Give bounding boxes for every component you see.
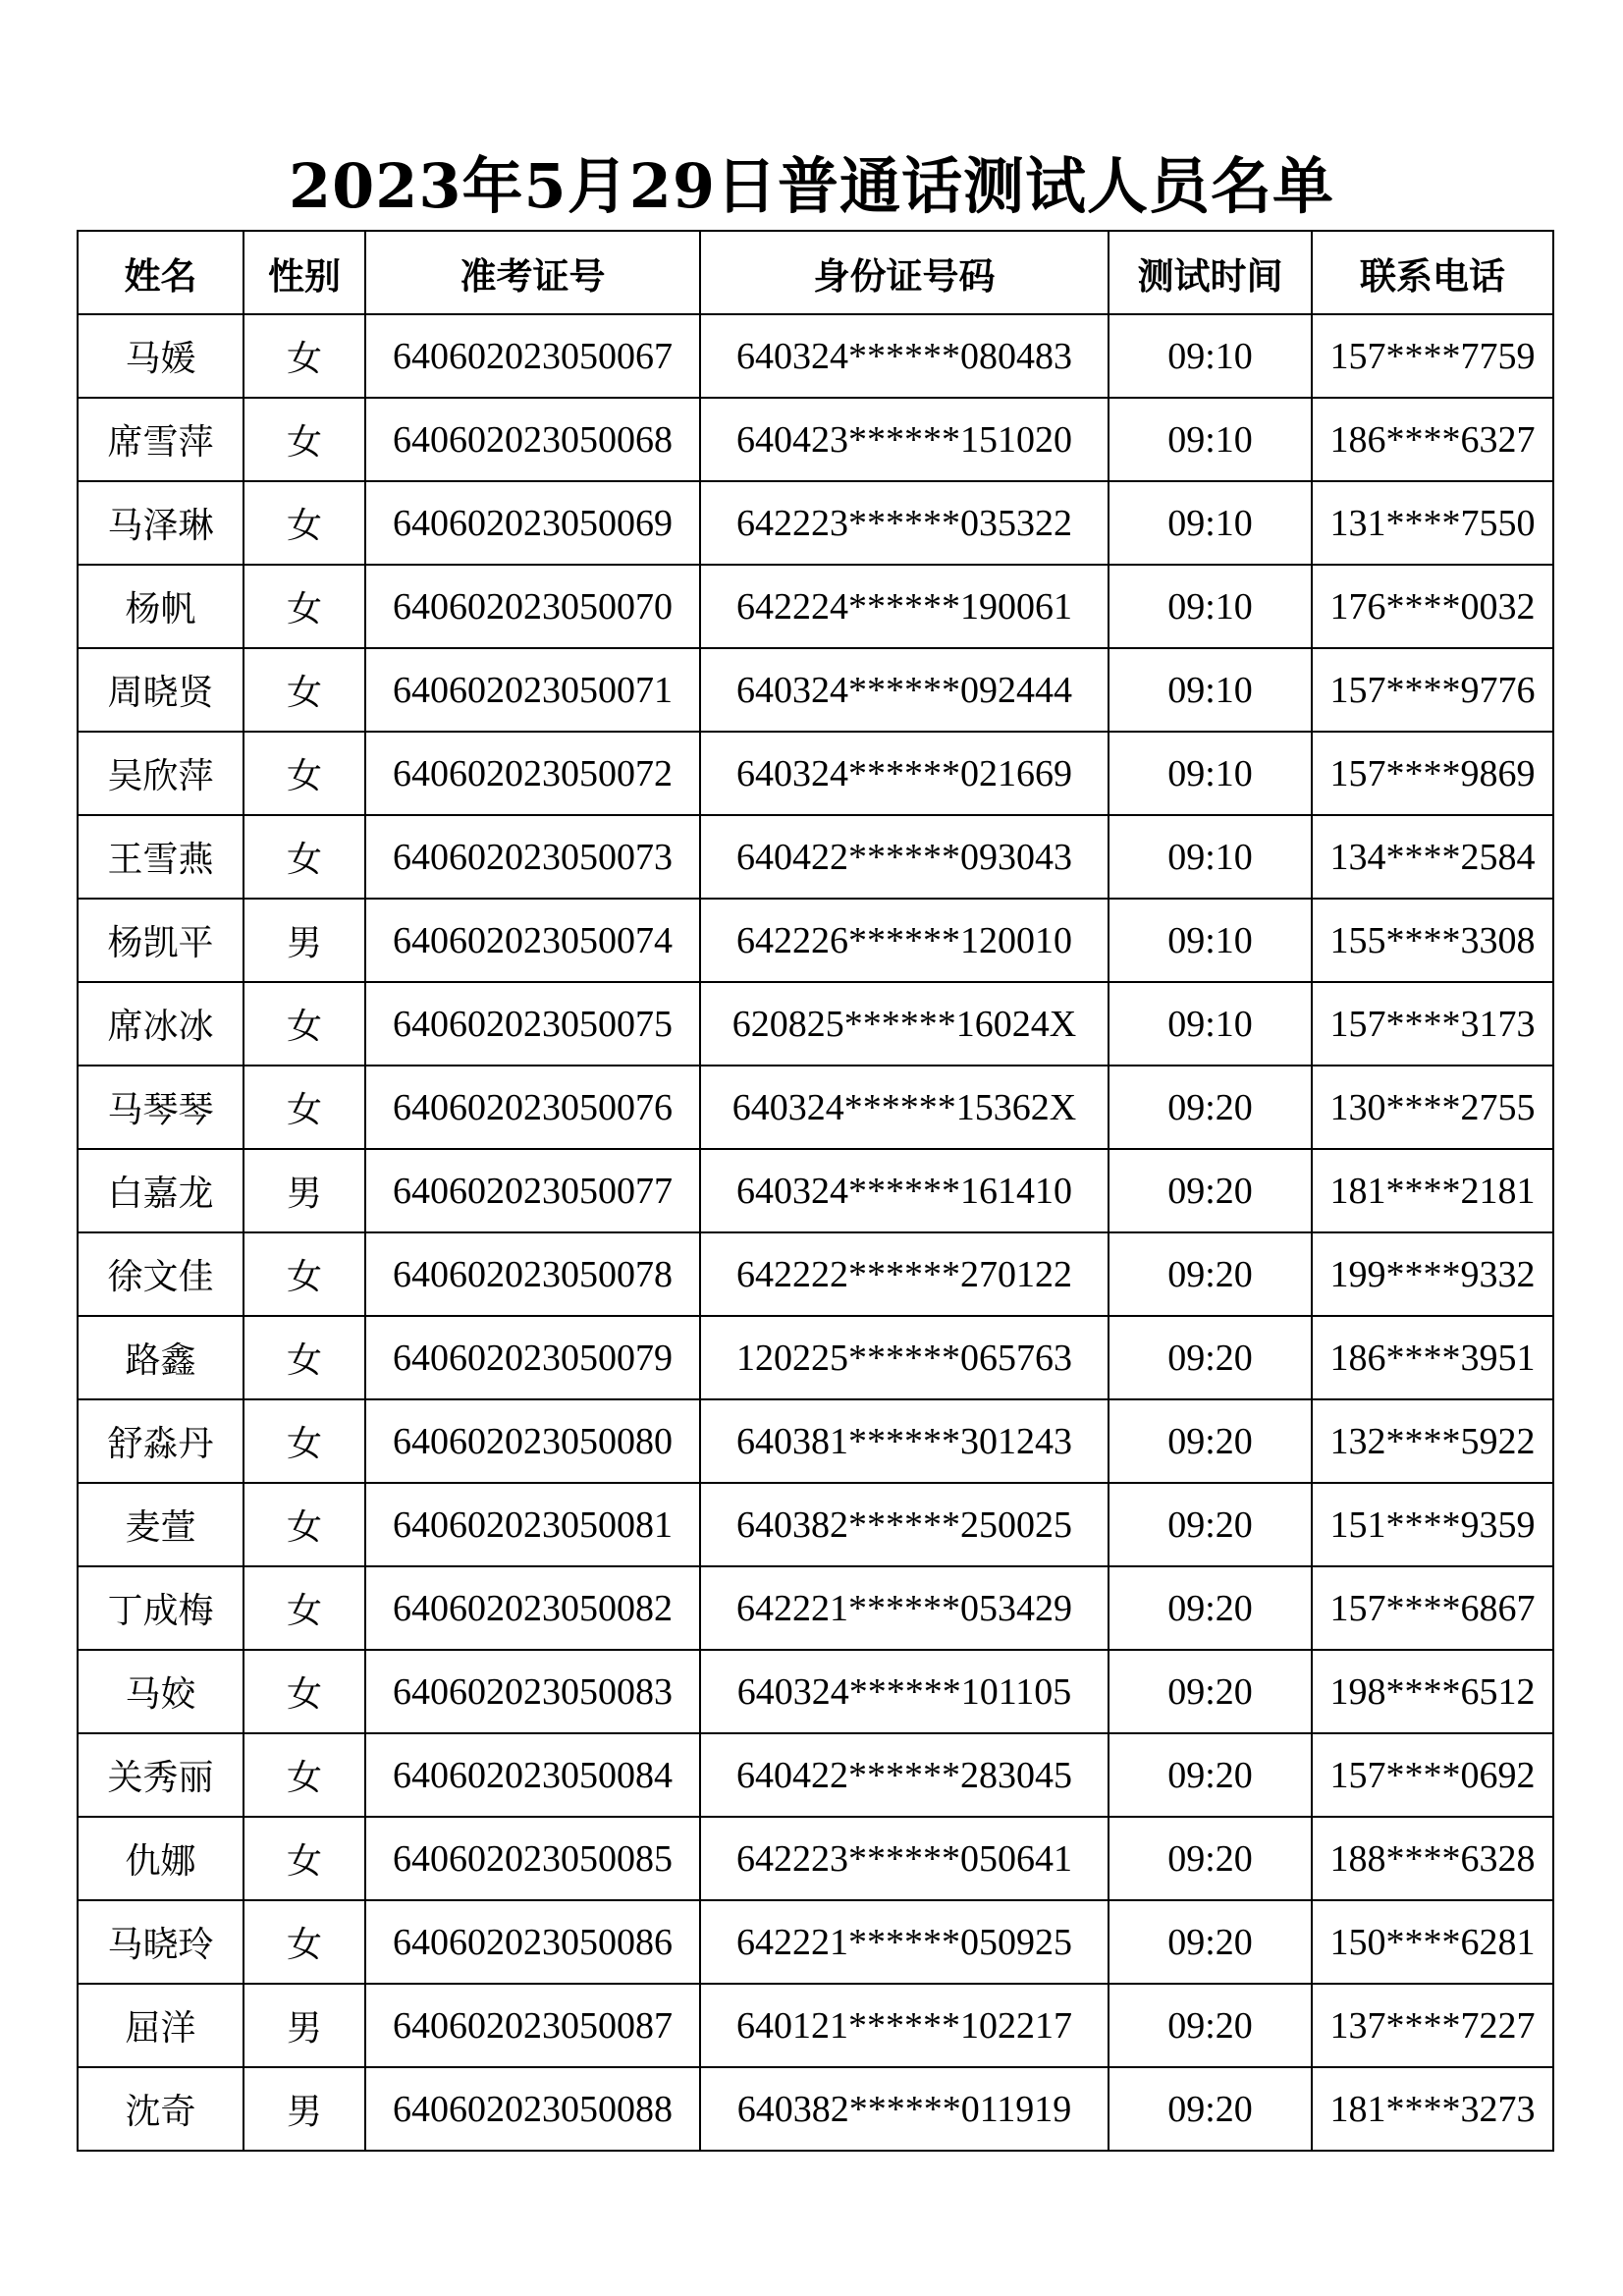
cell-gender: 女 [243,648,365,732]
cell-id-number: 620825******16024X [700,982,1109,1066]
cell-gender: 女 [243,1566,365,1650]
cell-test-time: 09:20 [1109,1900,1312,1984]
cell-test-time: 09:20 [1109,1399,1312,1483]
table-row [78,899,1553,982]
cell-exam-number: 640602023050081 [365,1483,700,1566]
table-row [78,1483,1553,1566]
cell-id-number: 642221******053429 [700,1566,1109,1650]
cell-gender: 女 [243,732,365,815]
table-row [78,1066,1553,1149]
cell-gender: 女 [243,565,365,648]
cell-exam-number: 640602023050069 [365,481,700,565]
cell-gender: 男 [243,2067,365,2151]
cell-id-number: 640381******301243 [700,1399,1109,1483]
cell-name: 关秀丽 [78,1733,243,1817]
cell-test-time: 09:10 [1109,982,1312,1066]
cell-gender: 女 [243,815,365,899]
table-row [78,2067,1553,2151]
cell-name: 马媛 [78,314,243,398]
cell-test-time: 09:10 [1109,732,1312,815]
table-body [78,314,1553,2151]
cell-name: 仇娜 [78,1817,243,1900]
table-header-row [78,231,1553,314]
cell-test-time: 09:20 [1109,1650,1312,1733]
cell-test-time: 09:20 [1109,2067,1312,2151]
cell-phone: 150****6281 [1312,1900,1553,1984]
roster-table [77,230,1554,2152]
cell-test-time: 09:20 [1109,1316,1312,1399]
cell-name: 周晓贤 [78,648,243,732]
cell-name: 马泽琳 [78,481,243,565]
cell-phone: 155****3308 [1312,899,1553,982]
cell-phone: 181****3273 [1312,2067,1553,2151]
cell-exam-number: 640602023050075 [365,982,700,1066]
table-row [78,982,1553,1066]
cell-id-number: 640382******250025 [700,1483,1109,1566]
cell-phone: 186****3951 [1312,1316,1553,1399]
cell-phone: 137****7227 [1312,1984,1553,2067]
cell-gender: 女 [243,1650,365,1733]
cell-phone: 198****6512 [1312,1650,1553,1733]
cell-phone: 176****0032 [1312,565,1553,648]
cell-id-number: 640422******283045 [700,1733,1109,1817]
header-id-number: 身份证号码 [700,231,1109,314]
cell-test-time: 09:10 [1109,398,1312,481]
cell-id-number: 640324******092444 [700,648,1109,732]
cell-phone: 134****2584 [1312,815,1553,899]
cell-exam-number: 640602023050073 [365,815,700,899]
cell-name: 舒淼丹 [78,1399,243,1483]
cell-exam-number: 640602023050084 [365,1733,700,1817]
cell-exam-number: 640602023050077 [365,1149,700,1232]
cell-name: 吴欣萍 [78,732,243,815]
cell-gender: 女 [243,1900,365,1984]
cell-gender: 女 [243,982,365,1066]
table-row [78,398,1553,481]
header-exam-number: 准考证号 [365,231,700,314]
table-row [78,481,1553,565]
cell-exam-number: 640602023050082 [365,1566,700,1650]
cell-test-time: 09:10 [1109,648,1312,732]
cell-id-number: 640121******102217 [700,1984,1109,2067]
cell-test-time: 09:10 [1109,815,1312,899]
cell-gender: 女 [243,481,365,565]
cell-id-number: 642223******050641 [700,1817,1109,1900]
cell-exam-number: 640602023050083 [365,1650,700,1733]
cell-phone: 131****7550 [1312,481,1553,565]
cell-test-time: 09:20 [1109,1984,1312,2067]
table-row [78,1733,1553,1817]
cell-phone: 151****9359 [1312,1483,1553,1566]
cell-id-number: 642221******050925 [700,1900,1109,1984]
table-row [78,732,1553,815]
cell-exam-number: 640602023050078 [365,1232,700,1316]
cell-exam-number: 640602023050086 [365,1900,700,1984]
cell-exam-number: 640602023050070 [365,565,700,648]
table-row [78,648,1553,732]
table-row [78,1984,1553,2067]
cell-name: 徐文佳 [78,1232,243,1316]
cell-name: 路鑫 [78,1316,243,1399]
table-row [78,1566,1553,1650]
cell-id-number: 642223******035322 [700,481,1109,565]
cell-id-number: 640423******151020 [700,398,1109,481]
cell-name: 杨凯平 [78,899,243,982]
cell-test-time: 09:20 [1109,1232,1312,1316]
cell-exam-number: 640602023050072 [365,732,700,815]
cell-gender: 女 [243,398,365,481]
header-test-time: 测试时间 [1109,231,1312,314]
cell-phone: 157****9869 [1312,732,1553,815]
cell-gender: 女 [243,1483,365,1566]
cell-gender: 男 [243,1984,365,2067]
cell-exam-number: 640602023050074 [365,899,700,982]
cell-id-number: 640324******161410 [700,1149,1109,1232]
cell-name: 王雪燕 [78,815,243,899]
cell-gender: 女 [243,1066,365,1149]
cell-gender: 男 [243,899,365,982]
header-name: 姓名 [78,231,243,314]
cell-test-time: 09:20 [1109,1483,1312,1566]
cell-name: 白嘉龙 [78,1149,243,1232]
cell-name: 杨帆 [78,565,243,648]
table-row [78,815,1553,899]
cell-phone: 157****7759 [1312,314,1553,398]
cell-phone: 186****6327 [1312,398,1553,481]
cell-name: 马琴琴 [78,1066,243,1149]
cell-id-number: 120225******065763 [700,1316,1109,1399]
cell-exam-number: 640602023050076 [365,1066,700,1149]
cell-exam-number: 640602023050085 [365,1817,700,1900]
cell-phone: 132****5922 [1312,1399,1553,1483]
cell-gender: 女 [243,1733,365,1817]
cell-exam-number: 640602023050068 [365,398,700,481]
cell-gender: 女 [243,1232,365,1316]
cell-phone: 130****2755 [1312,1066,1553,1149]
cell-id-number: 642226******120010 [700,899,1109,982]
cell-phone: 157****0692 [1312,1733,1553,1817]
cell-test-time: 09:10 [1109,565,1312,648]
table-row [78,1232,1553,1316]
cell-phone: 157****6867 [1312,1566,1553,1650]
header-phone: 联系电话 [1312,231,1553,314]
cell-test-time: 09:20 [1109,1066,1312,1149]
cell-test-time: 09:20 [1109,1817,1312,1900]
cell-id-number: 640382******011919 [700,2067,1109,2151]
cell-gender: 女 [243,1817,365,1900]
cell-exam-number: 640602023050087 [365,1984,700,2067]
cell-test-time: 09:20 [1109,1733,1312,1817]
cell-exam-number: 640602023050067 [365,314,700,398]
cell-phone: 188****6328 [1312,1817,1553,1900]
cell-id-number: 640324******080483 [700,314,1109,398]
cell-id-number: 642222******270122 [700,1232,1109,1316]
cell-gender: 女 [243,1399,365,1483]
cell-name: 丁成梅 [78,1566,243,1650]
cell-id-number: 640324******101105 [700,1650,1109,1733]
cell-id-number: 640324******15362X [700,1066,1109,1149]
cell-gender: 女 [243,314,365,398]
table-row [78,314,1553,398]
cell-gender: 女 [243,1316,365,1399]
cell-name: 马晓玲 [78,1900,243,1984]
cell-name: 屈洋 [78,1984,243,2067]
cell-phone: 157****3173 [1312,982,1553,1066]
cell-phone: 157****9776 [1312,648,1553,732]
cell-id-number: 640422******093043 [700,815,1109,899]
cell-id-number: 640324******021669 [700,732,1109,815]
cell-name: 马姣 [78,1650,243,1733]
table-row [78,1149,1553,1232]
cell-test-time: 09:10 [1109,481,1312,565]
cell-exam-number: 640602023050079 [365,1316,700,1399]
cell-test-time: 09:20 [1109,1149,1312,1232]
table-row [78,1817,1553,1900]
cell-exam-number: 640602023050080 [365,1399,700,1483]
cell-test-time: 09:20 [1109,1566,1312,1650]
cell-test-time: 09:10 [1109,314,1312,398]
cell-exam-number: 640602023050071 [365,648,700,732]
table-row [78,1316,1553,1399]
cell-phone: 199****9332 [1312,1232,1553,1316]
cell-gender: 男 [243,1149,365,1232]
table-row [78,1399,1553,1483]
cell-test-time: 09:10 [1109,899,1312,982]
table-row [78,1900,1553,1984]
cell-name: 席冰冰 [78,982,243,1066]
cell-name: 麦萱 [78,1483,243,1566]
header-gender: 性别 [243,231,365,314]
table-row [78,565,1553,648]
cell-exam-number: 640602023050088 [365,2067,700,2151]
page-title: 2023年5月29日普通话测试人员名单 [289,150,1334,222]
cell-phone: 181****2181 [1312,1149,1553,1232]
table-row [78,1650,1553,1733]
cell-name: 席雪萍 [78,398,243,481]
cell-name: 沈奇 [78,2067,243,2151]
cell-id-number: 642224******190061 [700,565,1109,648]
